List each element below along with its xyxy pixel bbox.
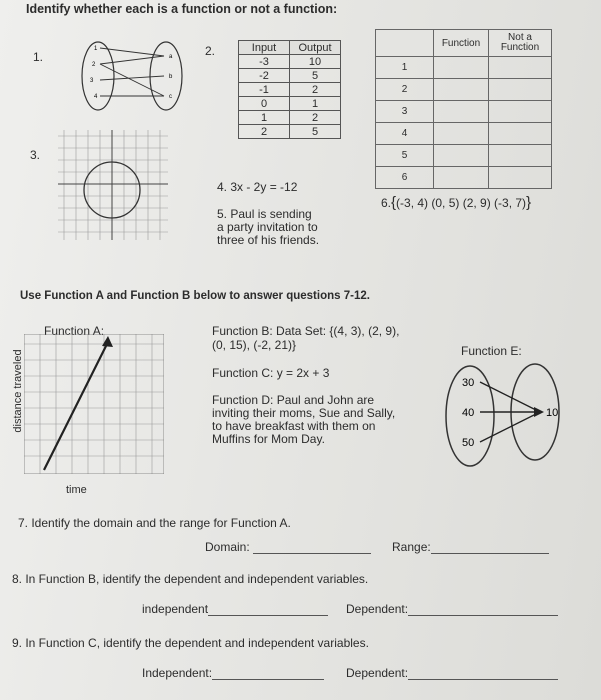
table-row: 3 (376, 101, 552, 123)
table-header: Not a Function (489, 30, 552, 57)
mapping-domain-value: 1 (94, 46, 98, 52)
question-7-domain (205, 540, 371, 554)
question-3-graph (58, 130, 168, 240)
mapping-range-value: b (169, 74, 173, 80)
function-cell[interactable] (434, 79, 489, 101)
question-8-independent (142, 602, 328, 616)
function-b-text: Function B: Data Set: {(4, 3), (2, 9), (0, 15), (-2, 21)} (212, 324, 400, 352)
not-function-cell[interactable] (489, 145, 552, 167)
mapping-range-value: a (169, 54, 173, 60)
question-5-text: 5. Paul is sending a party invitation to three of his friends. (217, 207, 320, 247)
table-row: 2 5 (239, 125, 341, 139)
mapping-arrow (480, 382, 540, 412)
function-cell[interactable] (434, 57, 489, 79)
mapping-arrow (100, 64, 164, 96)
not-function-cell[interactable] (489, 167, 552, 189)
table-row: 2 (376, 79, 552, 101)
table-row: 6 (376, 167, 552, 189)
dependent-answer-line[interactable] (408, 679, 558, 680)
function-a-arrowhead (102, 336, 113, 347)
table-row: -3 10 (239, 55, 341, 69)
mapping-arrow (100, 56, 164, 64)
table-row: 0 1 (239, 97, 341, 111)
not-function-cell[interactable] (489, 57, 552, 79)
answer-table (375, 29, 552, 189)
table-header: Output (290, 41, 341, 55)
question-1-mapping (72, 36, 192, 116)
question-8-text: 8. In Function B, identify the dependent and independent variables. (12, 572, 369, 586)
dependent-label: Dependent: (346, 602, 409, 616)
function-cell[interactable] (434, 101, 489, 123)
function-a-xlabel: time (66, 484, 87, 496)
question-9-text: 9. In Function C, identify the dependent and independent variables. (12, 636, 369, 650)
table-row: 1 (376, 57, 552, 79)
table-header (376, 30, 434, 57)
table-row: 5 (376, 145, 552, 167)
range-answer-line[interactable] (431, 553, 549, 554)
worksheet-heading: Identify whether each is a function or not a function: (26, 2, 338, 16)
function-a-graph (24, 334, 164, 474)
table-row: -2 5 (239, 69, 341, 83)
function-a-title: Function A: (44, 324, 105, 338)
question-3-number: 3. (30, 148, 41, 162)
graph-grid (58, 130, 168, 240)
independent-answer-line[interactable] (212, 679, 324, 680)
mapping-domain-value: 30 (462, 377, 475, 389)
independent-answer-line[interactable] (208, 615, 328, 616)
mapping-arrow (480, 412, 540, 442)
graph-grid (24, 334, 164, 474)
question-2-table (238, 40, 341, 139)
mapping-domain-value: 3 (90, 78, 94, 84)
function-c-text: Function C: y = 2x + 3 (212, 366, 330, 380)
independent-label: Independent: (142, 666, 213, 680)
mapping-domain-value: 4 (94, 94, 98, 100)
function-d-text: Function D: Paul and John are inviting their moms, Sue and Sally, to have breakfast with them on Muffins for Mom Day. (212, 393, 396, 446)
table-row: -1 2 (239, 83, 341, 97)
mapping-domain-value: 50 (462, 437, 475, 449)
dependent-answer-line[interactable] (408, 615, 558, 616)
mapping-arrow (100, 76, 164, 80)
function-e-mapping (440, 360, 570, 475)
question-9-independent (142, 666, 324, 680)
question-7-range (392, 540, 549, 554)
mapping-range-value: 10 (546, 407, 559, 419)
not-function-cell[interactable] (489, 101, 552, 123)
question-8-dependent (346, 602, 558, 616)
not-function-cell[interactable] (489, 79, 552, 101)
function-cell[interactable] (434, 167, 489, 189)
question-7-text: 7. Identify the domain and the range for Function A. (18, 516, 291, 530)
function-a-ylabel: distance traveled (12, 349, 24, 433)
mapping-domain-value: 40 (462, 407, 475, 419)
question-1-number: 1. (33, 50, 44, 64)
mapping-range-value: c (169, 94, 172, 100)
section-2-heading: Use Function A and Function B below to answer questions 7-12. (20, 290, 370, 302)
table-header: Input (239, 41, 290, 55)
question-4-text: 4. 3x - 2y = -12 (217, 180, 298, 194)
dependent-label: Dependent: (346, 666, 409, 680)
independent-label: independent (142, 602, 209, 616)
domain-label: Domain: (205, 540, 250, 554)
table-row: 1 2 (239, 111, 341, 125)
function-cell[interactable] (434, 123, 489, 145)
domain-answer-line[interactable] (253, 553, 371, 554)
table-row: 4 (376, 123, 552, 145)
function-cell[interactable] (434, 145, 489, 167)
question-6-text: 6.{(-3, 4) (0, 5) (2, 9) (-3, 7)} (381, 194, 532, 211)
function-a-line (44, 342, 108, 470)
question-6-number: 6. (381, 196, 392, 210)
question-9-dependent (346, 666, 558, 680)
question-6-set: (-3, 4) (0, 5) (2, 9) (-3, 7) (396, 196, 527, 210)
question-2-number: 2. (205, 44, 216, 58)
not-function-cell[interactable] (489, 123, 552, 145)
range-label: Range: (392, 540, 431, 554)
mapping-domain-oval (82, 42, 114, 110)
mapping-range-oval (150, 42, 182, 110)
function-e-title: Function E: (461, 344, 522, 358)
table-header: Function (434, 30, 489, 57)
mapping-domain-value: 2 (92, 62, 96, 68)
mapping-arrowhead (534, 407, 544, 417)
